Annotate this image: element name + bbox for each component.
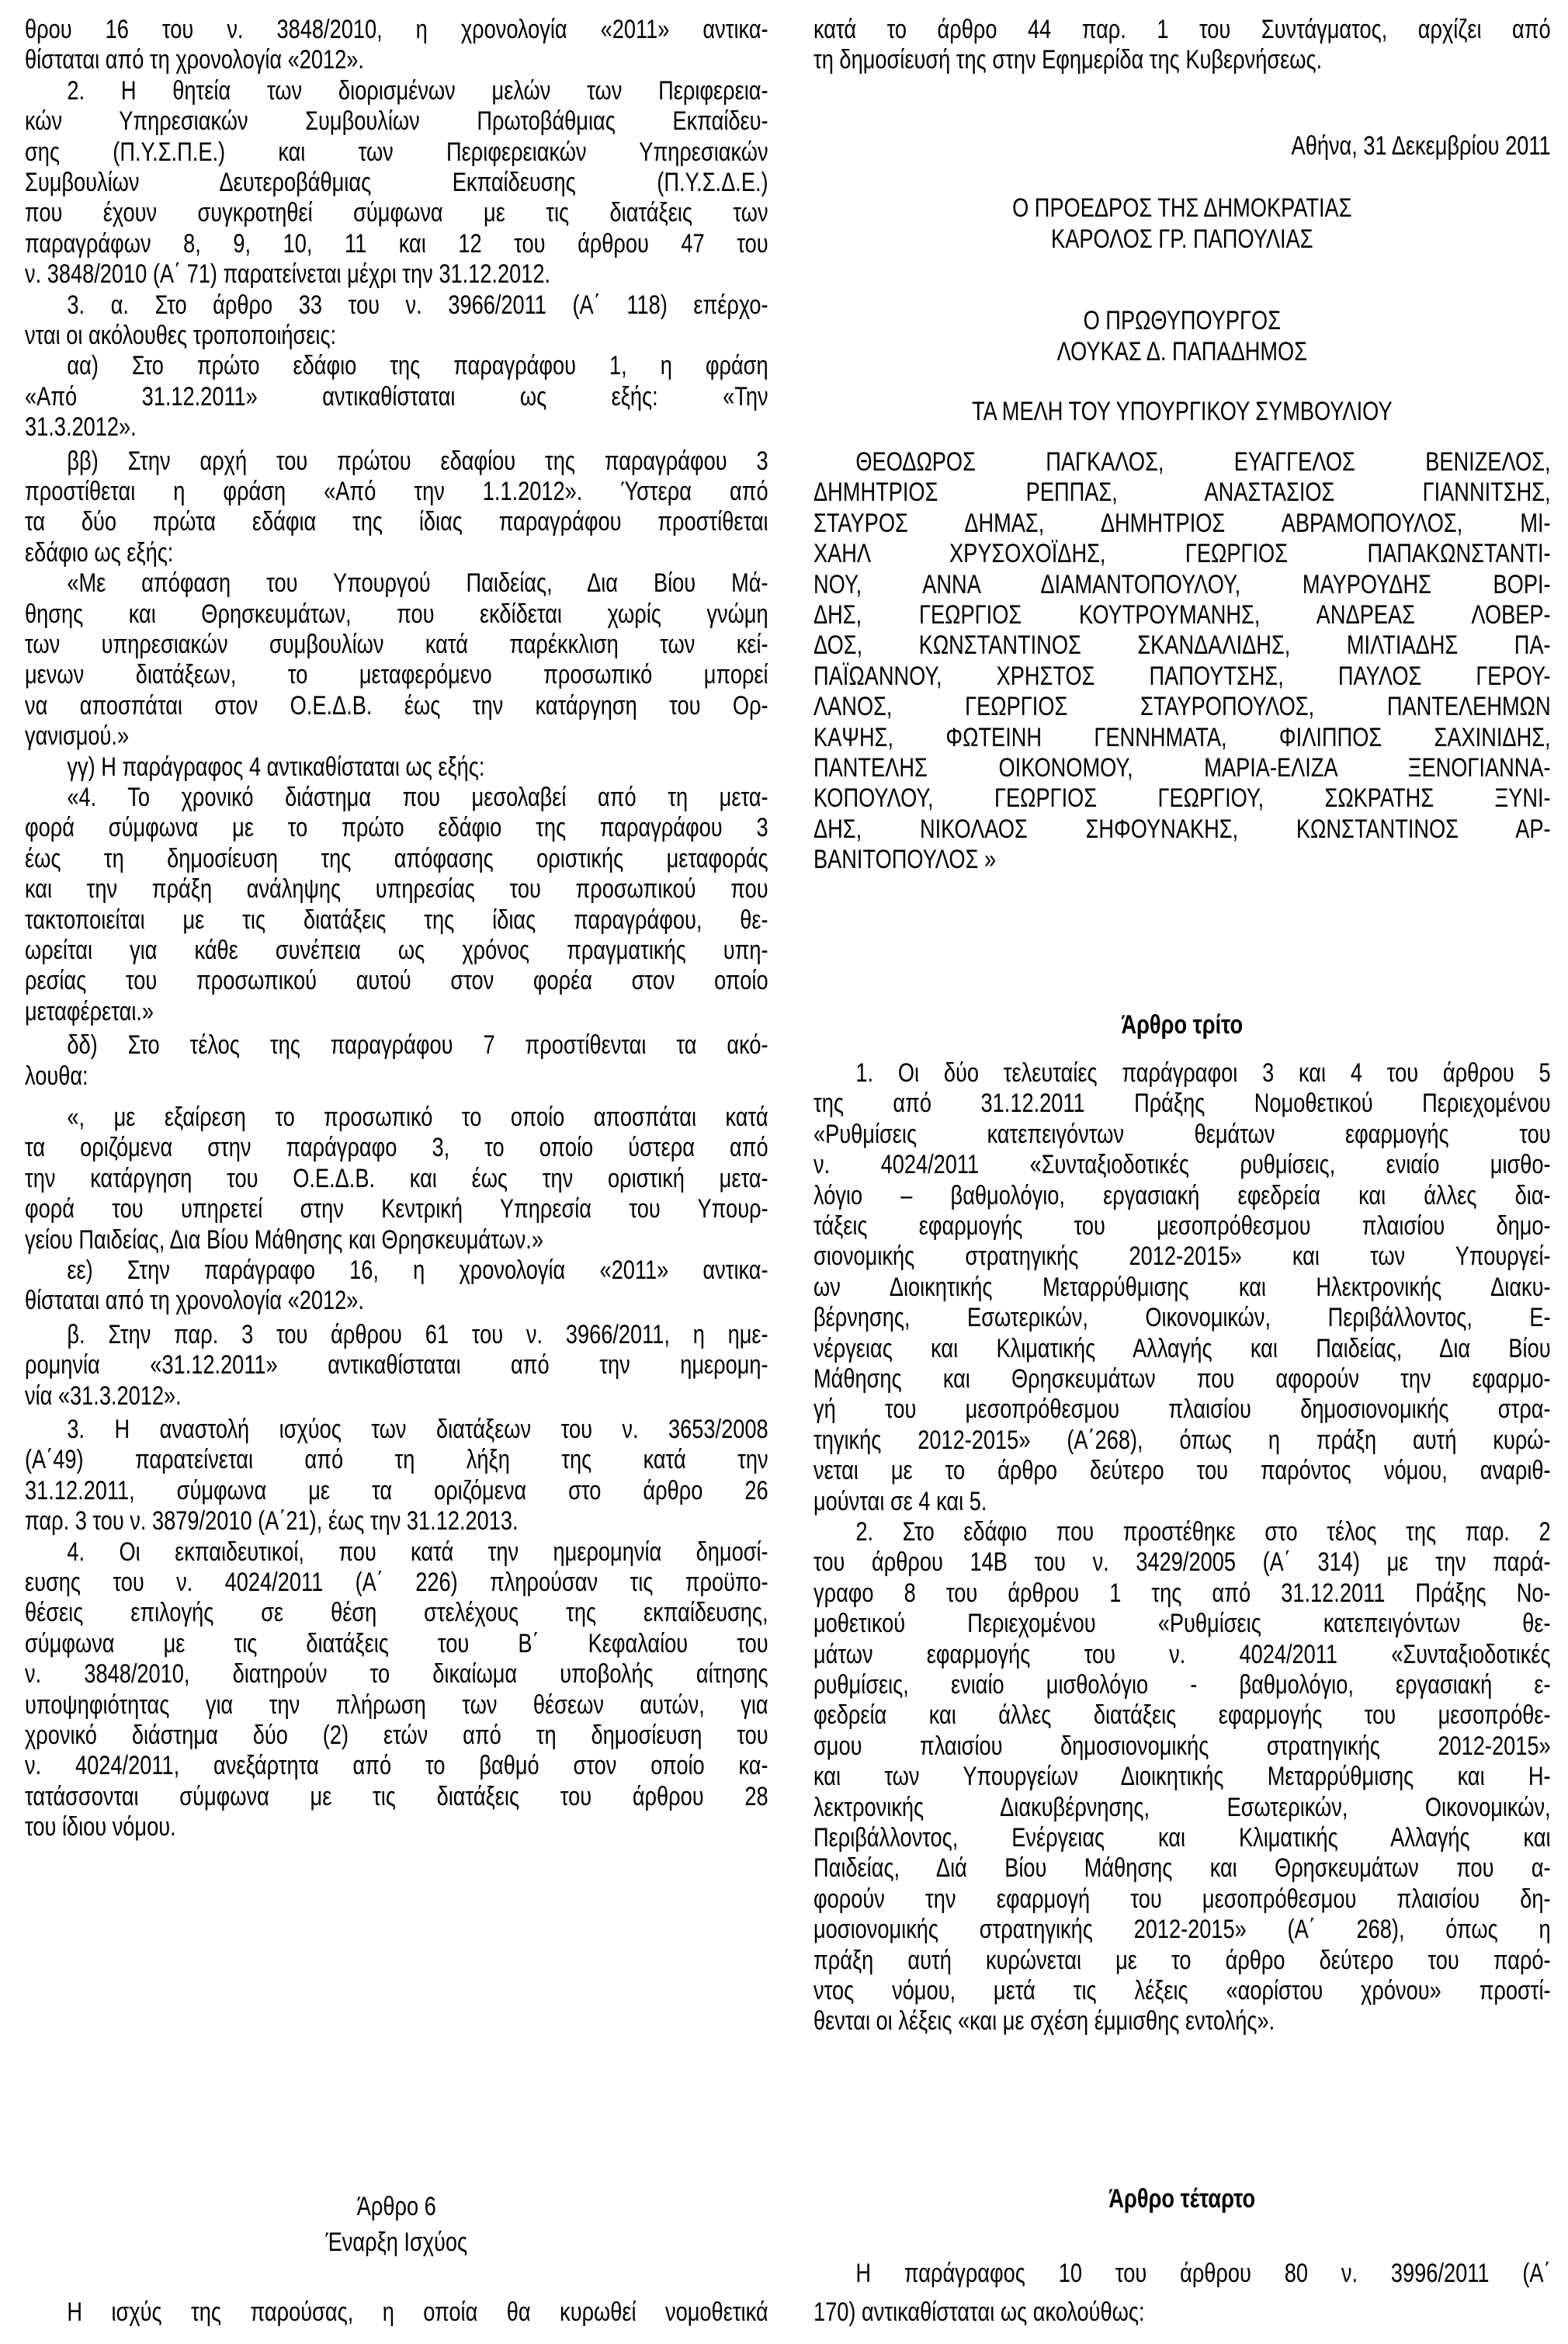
paragraph-line: Η ισχύς της παρούσας, η οποία θα κυρωθεί νομοθετικά: [67, 2297, 768, 2327]
quote-line: και την πράξη ανάληψης υπηρεσίας του προσωπικού που: [25, 874, 768, 905]
cabinet-names-line: ΛΑΝΟΣ, ΓΕΩΡΓΙΟΣ ΣΤΑΥΡΟΠΟΥΛΟΣ, ΠΑΝΤΕΛΕΗΜΩΝ: [813, 692, 1551, 722]
quote-line: τα οριζόμενα στην παράγραφο 3, το οποίο ύστερα από: [25, 1133, 768, 1163]
quote-line: γείου Παιδείας, Δια Βίου Μάθησης και Θρησκευμάτων.»: [25, 1224, 543, 1255]
paragraph-line: «Ρυθμίσεις κατεπειγόντων θεμάτων εφαρμογής του: [813, 1119, 1551, 1149]
paragraph-line: 3. Η αναστολή ισχύος των διατάξεων του ν. 3653/2008: [67, 1415, 768, 1444]
paragraph-line: ων Διοικητικής Μεταρρύθμισης και Ηλεκτρονικής Διακυ-: [813, 1272, 1551, 1302]
quote-line: μενων διατάξεων, το μεταφερόμενο προσωπικό μπορεί: [25, 660, 768, 690]
paragraph-line: νία «31.3.2012».: [25, 1380, 182, 1411]
cabinet-names-line: ΘΕΟΔΩΡΟΣ ΠΑΓΚΑΛΟΣ, ΕΥΑΓΓΕΛΟΣ ΒΕΝΙΖΕΛΟΣ,: [855, 447, 1551, 477]
article-subtitle: Έναρξη Ισχύος: [325, 2228, 468, 2257]
paragraph-line: Η παράγραφος 10 του άρθρου 80 ν. 3996/2011 (Α΄: [855, 2259, 1551, 2288]
paragraph-line: θέσεις επιλογής σε θέση στελέχους της εκπαίδευσης,: [25, 1598, 768, 1628]
paragraph-line: προστίθεται η φράση «Από την 1.1.2012». Ύστερα από: [25, 477, 768, 506]
paragraph-line: μοσιονομικής στρατηγικής 2012-2015» (Α΄ 268), όπως η: [813, 1915, 1551, 1945]
quote-line: «Με απόφαση του Υπουργού Παιδείας, Δια Βίου Μά-: [67, 568, 768, 599]
paragraph-line: φεδρεία και άλλες διατάξεις εφαρμογής του μεσοπρόθε-: [813, 1700, 1551, 1731]
paragraph-line: ν. 4024/2011 «Συνταξιοδοτικές ρυθμίσεις, ενιαίο μισθο-: [813, 1150, 1551, 1180]
paragraph-line: κατά το άρθρο 44 παρ. 1 του Συντάγματος, αρχίζει από: [813, 15, 1551, 44]
paragraph-line: γγ) Η παράγραφος 4 αντικαθίσταται ως εξής:: [67, 752, 485, 782]
paragraph-line: του ίδιου νόμου.: [25, 1812, 176, 1842]
paragraph-line: Συμβουλίων Δευτεροβάθμιας Εκπαίδευσης (Π.Υ.Σ.Δ.Ε.): [25, 168, 768, 197]
paragraph-line: 31.12.2011, σύμφωνα με τα οριζόμενα στο άρθρο 26: [25, 1475, 768, 1505]
article-title: Άρθρο τέταρτο: [1108, 2184, 1256, 2214]
quote-line: τακτοποιείται με τις διατάξεις της ίδιας παραγράφου, θε-: [25, 905, 768, 935]
paragraph-line: 31.3.2012».: [25, 412, 137, 443]
paragraph-line: γραφο 8 του άρθρου 1 της από 31.12.2011 Πράξης Νο-: [813, 1578, 1551, 1608]
paragraph-line: (Α΄49) παρατείνεται από τη λήξη της κατά την: [25, 1445, 768, 1475]
paragraph-line: 3. α. Στο άρθρο 33 του ν. 3966/2011 (Α΄ 118) επέρχο-: [67, 290, 768, 320]
paragraph-line: σμου πλαισίου δημοσιονομικής στρατηγικής 2012-2015»: [813, 1731, 1551, 1761]
paragraph-line: 2. Η θητεία των διορισμένων μελών των Περιφερεια-: [67, 75, 768, 106]
signatory-name: ΛΟΥΚΑΣ Δ. ΠΑΠΑΔΗΜΟΣ: [1056, 337, 1308, 366]
paragraph-line: νται οι ακόλουθες τροποποιήσεις:: [25, 321, 337, 350]
paragraph-line: σύμφωνα με τις διατάξεις του Β΄ Κεφαλαίου του: [25, 1628, 768, 1658]
paragraph-line: γή του μεσοπρόθεσμου πλαισίου δημοσιονομικής στρα-: [813, 1394, 1551, 1425]
paragraph-line: Μάθησης και Θρησκευμάτων που αφορούν την εφαρμο-: [813, 1364, 1551, 1394]
quote-line: «, με εξαίρεση το προσωπικό το οποίο αποσπάται κατά: [67, 1103, 768, 1132]
paragraph-line: τα δύο πρώτα εδάφια της ίδιας παραγράφου προστίθεται: [25, 507, 768, 537]
date-line: Αθήνα, 31 Δεκεμβρίου 2011: [1291, 131, 1551, 161]
paragraph-line: παρ. 3 του ν. 3879/2010 (Α΄21), έως την 31.12.2013.: [25, 1506, 519, 1537]
paragraph-line: β. Στην παρ. 3 του άρθρου 61 του ν. 3966/2011, η ημε-: [67, 1319, 768, 1349]
paragraph-line: χρονικό διάστημα δύο (2) ετών από τη δημοσίευση του: [25, 1721, 768, 1750]
cabinet-names-line: ΝΟΥ, ΑΝΝΑ ΔΙΑΜΑΝΤΟΠΟΥΛΟΥ, ΜΑΥΡΟΥΔΗΣ ΒΟΡΙ-: [813, 569, 1551, 599]
paragraph-line: λουθα:: [25, 1061, 88, 1091]
cabinet-names-line: ΔΟΣ, ΚΩΝΣΤΑΝΤΙΝΟΣ ΣΚΑΝΔΑΛΙΔΗΣ, ΜΙΛΤΙΑΔΗΣ ΠΑ-: [813, 630, 1551, 661]
paragraph-line: σης (Π.Υ.Σ.Π.Ε.) και των Περιφερειακών Υπηρεσιακών: [25, 137, 768, 167]
paragraph-line: δδ) Στο τέλος της παραγράφου 7 προστίθενται τα ακό-: [67, 1030, 768, 1061]
paragraph-line: θίσταται από τη χρονολογία «2012».: [25, 1286, 364, 1316]
quote-line: να αποσπάται στον Ο.Ε.Δ.Β. έως την κατάργηση του Ορ-: [25, 690, 768, 721]
quote-line: γανισμού.»: [25, 721, 130, 752]
paragraph-line: ευσης του ν. 4024/2011 (Α΄ 226) πληρούσαν τις προϋπο-: [25, 1568, 768, 1597]
paragraph-line: τηγικής 2012-2015» (Α΄268), όπως η πράξη αυτή κυρώ-: [813, 1425, 1551, 1455]
paragraph-line: 2. Στο εδάφιο που προστέθηκε στο τέλος της παρ. 2: [855, 1517, 1551, 1547]
paragraph-line: τατάσσονται σύμφωνα με τις διατάξεις του άρθρου 28: [25, 1781, 768, 1811]
paragraph-line: εε) Στην παράγραφο 16, η χρονολογία «2011» αντικα-: [67, 1255, 768, 1285]
paragraph-line: σιονομικής στρατηγικής 2012-2015» και των Υπουργεί-: [813, 1241, 1551, 1272]
quote-line: ωρείται για κάθε συνέπεια ως χρόνος πραγματικής υπη-: [25, 936, 768, 965]
paragraph-line: θίσταται από τη χρονολογία «2012».: [25, 45, 364, 75]
cabinet-title: ΤΑ ΜΕΛΗ ΤΟΥ ΥΠΟΥΡΓΙΚΟΥ ΣΥΜΒΟΥΛΙΟΥ: [972, 397, 1393, 426]
paragraph-line: τη δημοσίευσή της στην Εφημερίδα της Κυβερνήσεως.: [813, 45, 1323, 75]
paragraph-line: 4. Οι εκπαιδευτικοί, που κατά την ημερομηνία δημοσί-: [67, 1537, 768, 1567]
quote-line: των υπηρεσιακών συμβουλίων κατά παρέκκλιση των κεί-: [25, 630, 768, 659]
cabinet-names-line: ΚΑΨΗΣ, ΦΩΤΕΙΝΗ ΓΕΝΝΗΜΑΤΑ, ΦΙΛΙΠΠΟΣ ΣΑΧΙΝΙΔΗΣ,: [813, 722, 1551, 752]
quote-line: φορά του υπηρετεί στην Κεντρική Υπηρεσία του Υπουρ-: [25, 1194, 768, 1224]
paragraph-line: 1. Οι δύο τελευταίες παράγραφοι 3 και 4 του άρθρου 5: [855, 1058, 1551, 1088]
cabinet-names-line: ΒΑΝΙΤΟΠΟΥΛΟΣ »: [813, 845, 997, 875]
paragraph-line: ββ) Στην αρχή του πρώτου εδαφίου της παραγράφου 3: [67, 446, 768, 476]
paragraph-line: φορούν την εφαρμογή του μεσοπρόθεσμου πλαισίου δη-: [813, 1884, 1551, 1914]
paragraph-line: της από 31.12.2011 Πράξης Νομοθετικού Περιεχομένου: [813, 1089, 1551, 1119]
signatory-title: Ο ΠΡΟΕΔΡΟΣ ΤΗΣ ΔΗΜΟΚΡΑΤΙΑΣ: [1012, 193, 1352, 223]
paragraph-line: 170) αντικαθίσταται ως ακολούθως:: [813, 2297, 1145, 2327]
cabinet-names-line: ΠΑΝΤΕΛΗΣ ΟΙΚΟΝΟΜΟΥ, ΜΑΡΙΑ-ΕΛΙΖΑ ΞΕΝΟΓΙΑΝΝΑ-: [813, 753, 1551, 783]
paragraph-line: ν. 4024/2011, ανεξάρτητα από το βαθμό στον οποίο κα-: [25, 1751, 768, 1781]
paragraph-line: Περιβάλλοντος, Ενέργειας και Κλιματικής Αλλαγής και: [813, 1823, 1551, 1853]
paragraph-line: που έχουν συγκροτηθεί σύμφωνα με τις διατάξεις των: [25, 198, 768, 228]
paragraph-line: «Από 31.12.2011» αντικαθίσταται ως εξής: «Την: [25, 381, 768, 412]
paragraph-line: θρου 16 του ν. 3848/2010, η χρονολογία «2011» αντικα-: [25, 15, 768, 44]
paragraph-line: θενται οι λέξεις «και με σχέση έμμισθης εντολής».: [813, 2006, 1275, 2037]
quote-line: φορά σύμφωνα με το πρώτο εδάφιο της παραγράφου 3: [25, 813, 768, 843]
paragraph-line: βέρνησης, Εσωτερικών, Οικονομικών, Περιβάλλοντος, Ε-: [813, 1303, 1551, 1333]
paragraph-line: νεται με το άρθρο δεύτερο του παρόντος νόμου, αναριθ-: [813, 1456, 1551, 1486]
paragraph-line: Παιδείας, Διά Βίου Μάθησης και Θρησκευμάτων που α-: [813, 1853, 1551, 1884]
paragraph-line: μούνται σε 4 και 5.: [813, 1486, 987, 1516]
cabinet-names-line: ΠΑΪΩΑΝΝΟΥ, ΧΡΗΣΤΟΣ ΠΑΠΟΥΤΣΗΣ, ΠΑΥΛΟΣ ΓΕΡΟΥ-: [813, 661, 1551, 691]
paragraph-line: εδάφιο ως εξής:: [25, 537, 174, 568]
paragraph-line: λόγιο – βαθμολόγιο, εργασιακή εφεδρεία και άλλες δια-: [813, 1180, 1551, 1210]
quote-line: έως τη δημοσίευση της απόφασης οριστικής μεταφοράς: [25, 843, 768, 873]
paragraph-line: κών Υπηρεσιακών Συμβουλίων Πρωτοβάθμιας Εκπαίδευ-: [25, 106, 768, 137]
signatory-title: Ο ΠΡΩΘΥΠΟΥΡΓΟΣ: [1083, 306, 1282, 335]
paragraph-line: ρυθμίσεις, ενιαίο μισθολόγιο - βαθμολόγιο, εργασιακή ε-: [813, 1670, 1551, 1700]
paragraph-line: ν. 3848/2010 (Α΄ 71) παρατείνεται μέχρι την 31.12.2012.: [25, 259, 551, 290]
paragraph-line: ν. 3848/2010, διατηρούν το δικαίωμα υποβολής αίτησης: [25, 1659, 768, 1689]
article-title: Άρθρο 6: [356, 2192, 436, 2221]
article-title: Άρθρο τρίτο: [1121, 1010, 1244, 1040]
quote-line: θησης και Θρησκευμάτων, που εκδίδεται χωρίς γνώμη: [25, 599, 768, 629]
paragraph-line: υποψηφιότητας για την πλήρωση των θέσεων αυτών, για: [25, 1689, 768, 1720]
quote-line: μεταφέρεται.»: [25, 996, 154, 1026]
paragraph-line: παραγράφων 8, 9, 10, 11 και 12 του άρθρου 47 του: [25, 228, 768, 259]
quote-line: ρεσίας του προσωπικού αυτού στον φορέα στον οποίο: [25, 966, 768, 996]
cabinet-names-line: ΧΑΗΛ ΧΡΥΣΟΧΟΪΔΗΣ, ΓΕΩΡΓΙΟΣ ΠΑΠΑΚΩΝΣΤΑΝΤΙ-: [813, 539, 1551, 569]
quote-line: την κατάργηση του Ο.Ε.Δ.Β. και έως την οριστική μετα-: [25, 1163, 768, 1193]
cabinet-names-line: ΣΤΑΥΡΟΣ ΔΗΜΑΣ, ΔΗΜΗΤΡΙΟΣ ΑΒΡΑΜΟΠΟΥΛΟΣ, ΜΙ-: [813, 508, 1551, 538]
paragraph-line: του άρθρου 14Β του ν. 3429/2005 (Α΄ 314) με την παρά-: [813, 1547, 1551, 1578]
paragraph-line: νέργειας και Κλιματικής Αλλαγής και Παιδείας, Δια Βίου: [813, 1333, 1551, 1363]
cabinet-names-line: ΔΗΣ, ΓΕΩΡΓΙΟΣ ΚΟΥΤΡΟΥΜΑΝΗΣ, ΑΝΔΡΕΑΣ ΛΟΒΕΡ-: [813, 600, 1551, 630]
paragraph-line: λεκτρονικής Διακυβέρνησης, Εσωτερικών, Οικονομικών,: [813, 1792, 1551, 1822]
paragraph-line: τάξεις εφαρμογής του μεσοπρόθεσμου πλαισίου δημο-: [813, 1211, 1551, 1241]
paragraph-line: ρομηνία «31.12.2011» αντικαθίσταται από την ημερομη-: [25, 1350, 768, 1380]
quote-line: «4. Το χρονικό διάστημα που μεσολαβεί από τη μετα-: [67, 783, 768, 812]
cabinet-names-line: ΔΗΣ, ΝΙΚΟΛΑΟΣ ΣΗΦΟΥΝΑΚΗΣ, ΚΩΝΣΤΑΝΤΙΝΟΣ ΑΡ-: [813, 814, 1551, 844]
paragraph-line: μάτων εφαρμογής του ν. 4024/2011 «Συνταξιοδοτικές: [813, 1639, 1551, 1669]
paragraph-line: πράξη αυτή κυρώνεται με το άρθρο δεύτερο του παρό-: [813, 1945, 1551, 1975]
cabinet-names-line: ΔΗΜΗΤΡΙΟΣ ΡΕΠΠΑΣ, ΑΝΑΣΤΑΣΙΟΣ ΓΙΑΝΝΙΤΣΗΣ,: [813, 477, 1551, 508]
signatory-name: ΚΑΡΟΛΟΣ ΓΡ. ΠΑΠΟΥΛΙΑΣ: [1051, 224, 1313, 254]
paragraph-line: και των Υπουργείων Διοικητικής Μεταρρύθμισης και Η-: [813, 1762, 1551, 1792]
cabinet-names-line: ΚΟΠΟΥΛΟΥ, ΓΕΩΡΓΙΟΣ ΓΕΩΡΓΙΟΥ, ΣΩΚΡΑΤΗΣ ΞΥΝΙ-: [813, 783, 1551, 814]
paragraph-line: ντος νόμου, μετά τις λέξεις «αορίστου χρόνου» προστί-: [813, 1976, 1551, 2005]
paragraph-line: αα) Στο πρώτο εδάφιο της παραγράφου 1, η φράση: [67, 351, 768, 381]
paragraph-line: μοθετικού Περιεχομένου «Ρυθμίσεις κατεπειγόντων θε-: [813, 1609, 1551, 1639]
